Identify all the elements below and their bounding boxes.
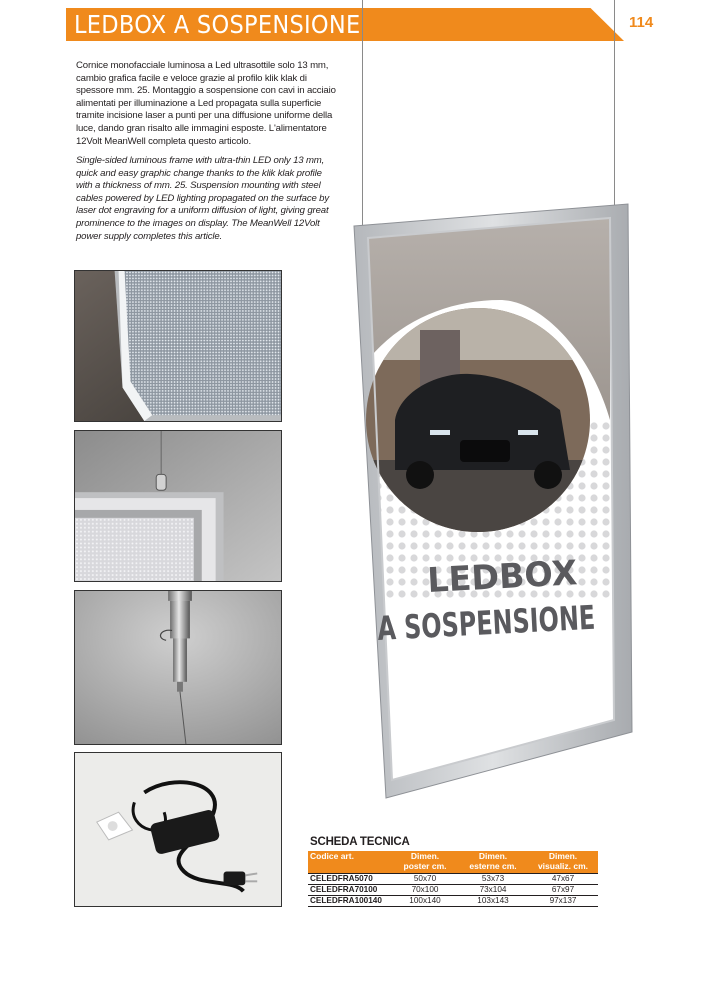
spec-code: CELEDFRA5070	[308, 874, 392, 885]
spec-code: CELEDFRA100140	[308, 896, 392, 907]
spec-visible-size: 67x97	[528, 885, 598, 896]
table-row	[308, 896, 598, 907]
spec-poster-size: 100x140	[392, 896, 458, 907]
table-row	[308, 874, 598, 885]
page-title: LEDBOX A SOSPENSIONE	[74, 10, 361, 39]
spec-external-size: 103x143	[458, 896, 528, 907]
spec-code: CELEDFRA70100	[308, 885, 392, 896]
photo-power-supply	[74, 752, 282, 907]
poster-text-line2: A SOSPENSIONE	[376, 593, 680, 648]
spec-header-external: Dimen. esterne cm.	[458, 851, 528, 874]
spec-external-size: 53x73	[458, 874, 528, 885]
spec-header-code: Codice art.	[308, 851, 392, 874]
description-english: Single-sided luminous frame with ultra-thin LED only 13 mm, quick and easy graphic change thanks to the klik klak profile with a thickness of mm. 25. Suspension mounting with steel cables powered by LED lighting propagated on the surface by laser dot engraving for a uniform diffusion of light, giving great prominence to the images on display. The MeanWell 12Volt power supply completes this article.	[76, 155, 330, 242]
page-number: 114	[629, 14, 654, 31]
spec-title: SCHEDA TECNICA	[310, 836, 410, 848]
suspension-cable-left	[362, 0, 363, 228]
spec-poster-size: 50x70	[392, 874, 458, 885]
spec-header-visible: Dimen. visualiz. cm.	[528, 851, 598, 874]
spec-header-poster: Dimen. poster cm.	[392, 851, 458, 874]
spec-external-size: 73x104	[458, 885, 528, 896]
spec-visible-size: 97x137	[528, 896, 598, 907]
spec-table	[308, 851, 598, 907]
table-row	[308, 885, 598, 896]
photo-led-panel-edge	[74, 270, 282, 422]
suspension-cable-right	[614, 0, 615, 212]
photo-cable-fixing	[74, 590, 282, 745]
spec-visible-size: 47x67	[528, 874, 598, 885]
description-italian: Cornice monofacciale luminosa a Led ultrasottile solo 13 mm, cambio grafica facile e veloce grazie al profilo klik klak di spessore mm. 25. Montaggio a sospensione con cavi in acciaio alimentati per illuminazione a Led propagata sulla superficie tramite incisione laser a punti per una diffusione uniforme della luce, dando gran risalto alle immagini esposte. L'alimentatore 12Volt MeanWell completa questo articolo.	[76, 60, 336, 147]
spec-poster-size: 70x100	[392, 885, 458, 896]
photo-frame-corner	[74, 430, 282, 582]
spec-header-row	[308, 851, 598, 874]
poster-text-line1: LEDBOX	[426, 553, 582, 601]
